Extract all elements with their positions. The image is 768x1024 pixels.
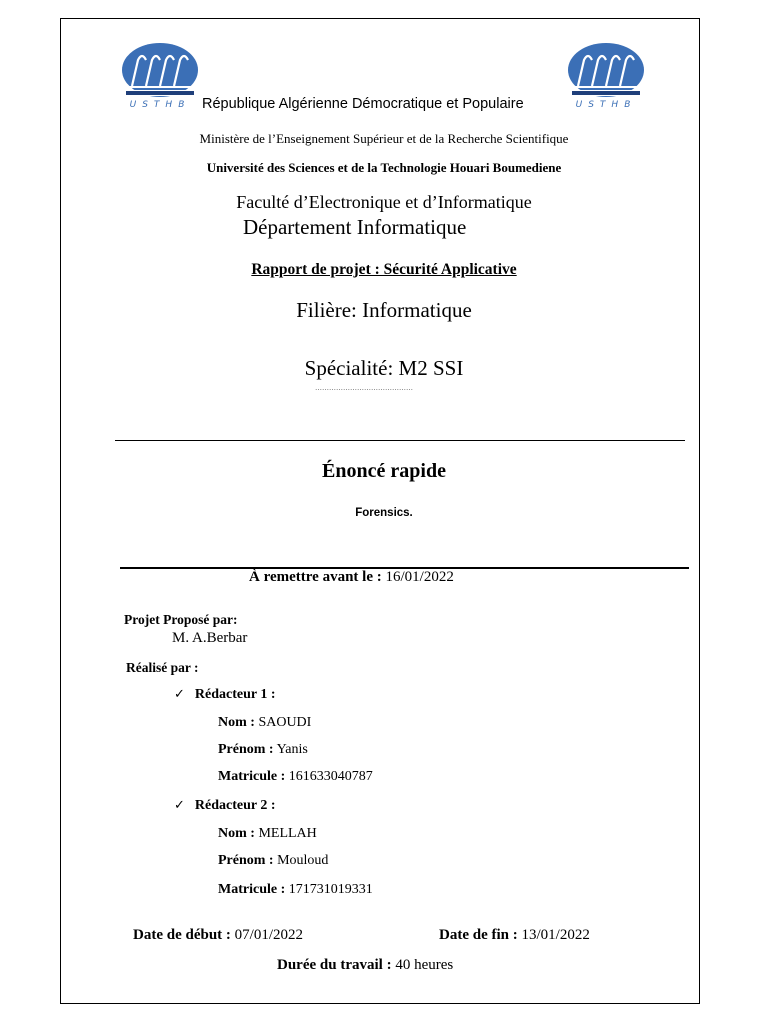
prenom-value: Mouloud	[273, 853, 329, 868]
date-debut-label: Date de début :	[133, 927, 231, 943]
subject-subtitle: Forensics.	[355, 507, 413, 519]
department-title: Département Informatique	[243, 215, 467, 239]
separator-top	[115, 440, 685, 441]
matricule-label: Matricule :	[218, 882, 286, 897]
author-2-nom	[218, 826, 317, 842]
svg-text:USTHB: USTHB	[129, 100, 191, 110]
author-1-prenom	[218, 742, 308, 758]
date-fin	[439, 927, 590, 944]
realise-label: Réalisé par :	[126, 660, 199, 675]
prenom-label: Prénom :	[218, 853, 274, 868]
matricule-value: 161633040787	[285, 769, 373, 784]
author-2-prenom	[218, 853, 328, 869]
subject-title: Énoncé rapide	[322, 460, 446, 482]
author-1-title-text: Rédacteur 1 :	[194, 687, 276, 702]
duree-value: 40 heures	[391, 957, 454, 973]
proposer-label: Projet Proposé par:	[124, 612, 238, 627]
svg-text:USTHB: USTHB	[575, 100, 637, 110]
republic-title: République Algérienne Démocratique et Populaire	[202, 96, 524, 112]
nom-label: Nom :	[218, 715, 255, 730]
deadline-label: À remettre avant le :	[249, 569, 382, 585]
duree-label: Durée du travail :	[277, 957, 392, 973]
checkmark-icon: ✓	[174, 798, 185, 813]
university-title: Université des Sciences et de la Technologie Houari Boumediene	[206, 160, 562, 175]
faculty-title: Faculté d’Electronique et d’Informatique	[236, 192, 532, 212]
usthb-logo-left	[120, 40, 200, 110]
checkmark-icon: ✓	[174, 687, 185, 702]
prenom-value: Yanis	[273, 742, 308, 757]
proposer-name: M. A.Berbar	[172, 630, 248, 646]
filiere: Filière: Informatique	[296, 298, 472, 322]
author-1-title	[174, 687, 276, 703]
date-debut	[133, 927, 303, 944]
deadline-value: 16/01/2022	[381, 569, 454, 585]
dotted-line: ……………………………………	[315, 384, 413, 392]
duree	[277, 957, 453, 974]
matricule-value: 171731019331	[285, 882, 373, 897]
author-1-nom	[218, 715, 311, 731]
date-fin-value: 13/01/2022	[517, 927, 590, 943]
specialite: Spécialité: M2 SSI	[304, 356, 464, 380]
author-2-title	[174, 798, 276, 814]
date-debut-value: 07/01/2022	[230, 927, 304, 943]
author-1-matricule	[218, 769, 373, 785]
nom-value: SAOUDI	[254, 715, 312, 730]
deadline	[249, 569, 454, 586]
date-fin-label: Date de fin :	[439, 927, 518, 943]
prenom-label: Prénom :	[218, 742, 274, 757]
usthb-logo-right	[566, 40, 646, 110]
ministry-title: Ministère de l’Enseignement Supérieur et de la Recherche Scientifique	[199, 131, 569, 146]
nom-value: MELLAH	[254, 826, 317, 841]
matricule-label: Matricule :	[218, 769, 286, 784]
author-2-title-text: Rédacteur 2 :	[194, 798, 276, 813]
author-2-matricule	[218, 882, 373, 898]
nom-label: Nom :	[218, 826, 255, 841]
report-title: Rapport de projet : Sécurité Applicative	[251, 261, 517, 278]
